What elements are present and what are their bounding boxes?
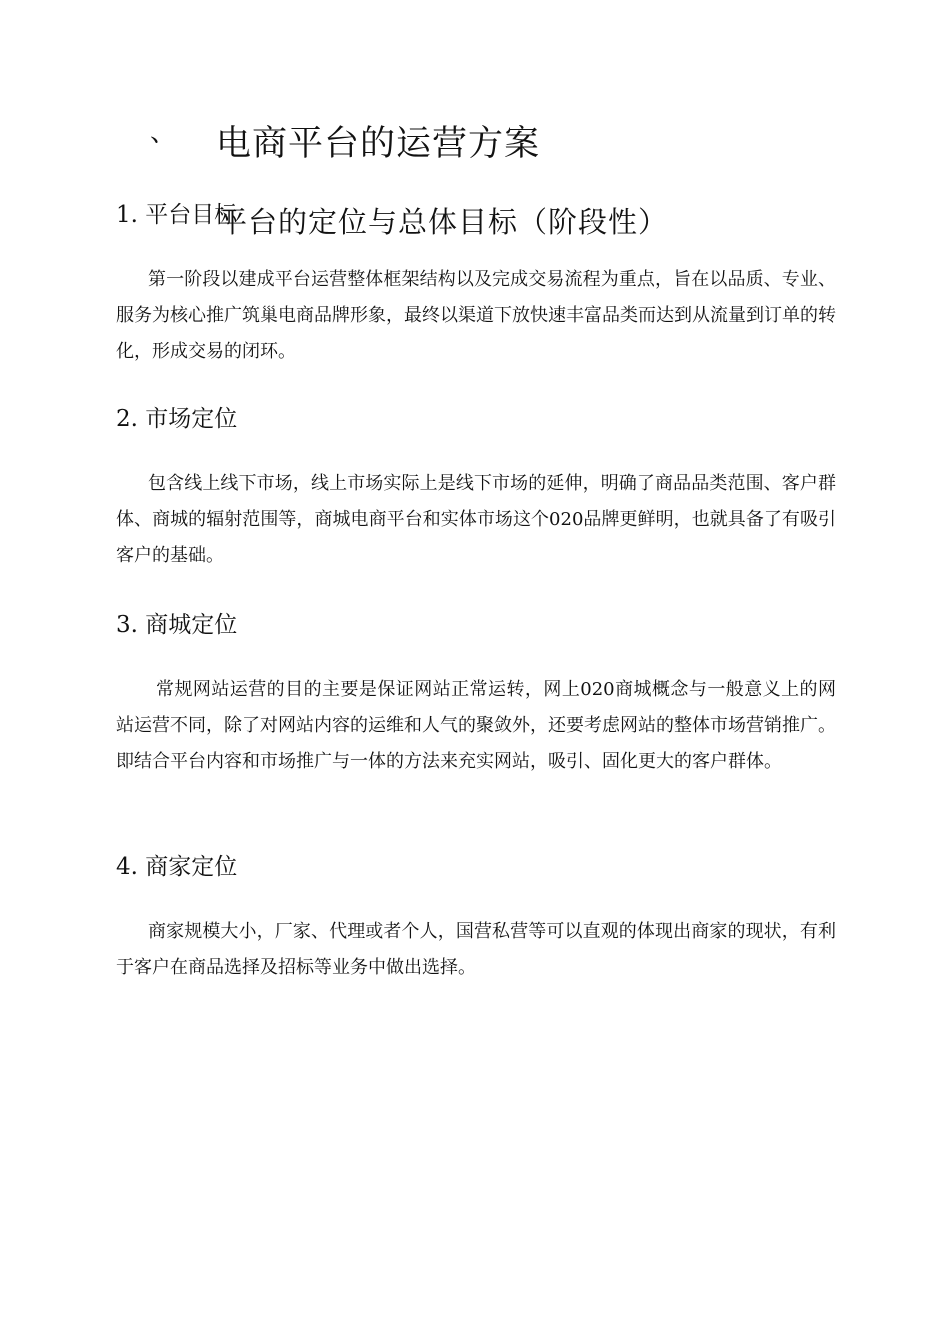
section-body-2: 包含线上线下市场，线上市场实际上是线下市场的延伸，明确了商品品类范围、客户群体、商城的辐射范围等，商城电商平台和实体市场这个020品牌更鲜明，也就具备了有吸引客户的基础。 (116, 473, 836, 566)
section-body-1: 第一阶段以建成平台运营整体框架结构以及完成交易流程为重点，旨在以品质、专业、服务为核心推广筑巢电商品牌形象，最终以渠道下放快速丰富品类而达到从流量到订单的转化，形成交易的闭环。 (116, 269, 836, 362)
section-heading-2: 2. 市场定位 (116, 406, 238, 432)
document-title: 电商平台的运营方案 (216, 124, 541, 164)
section-body-4: 商家规模大小，厂家、代理或者个人，国营私营等可以直观的体现出商家的现状，有利于客户在商品选择及招标等业务中做出选择。 (116, 921, 836, 978)
section-heading-1: 1. 平台目标 (116, 202, 238, 228)
section-heading-3: 3. 商城定位 (116, 612, 238, 638)
document-subtitle: 平台的定位与总体目标（阶段性） (218, 205, 669, 239)
section-heading-4: 4. 商家定位 (116, 854, 238, 880)
title-mark: 、 (150, 118, 177, 148)
section-body-3: 常规网站运营的目的主要是保证网站正常运转，网上020商城概念与一般意义上的网站运营不同，除了对网站内容的运维和人气的聚敛外，还要考虑网站的整体市场营销推广。即结合平台内容和市场推广与一体的方法来充实网站，吸引、固化更大的客户群体。 (116, 679, 836, 772)
